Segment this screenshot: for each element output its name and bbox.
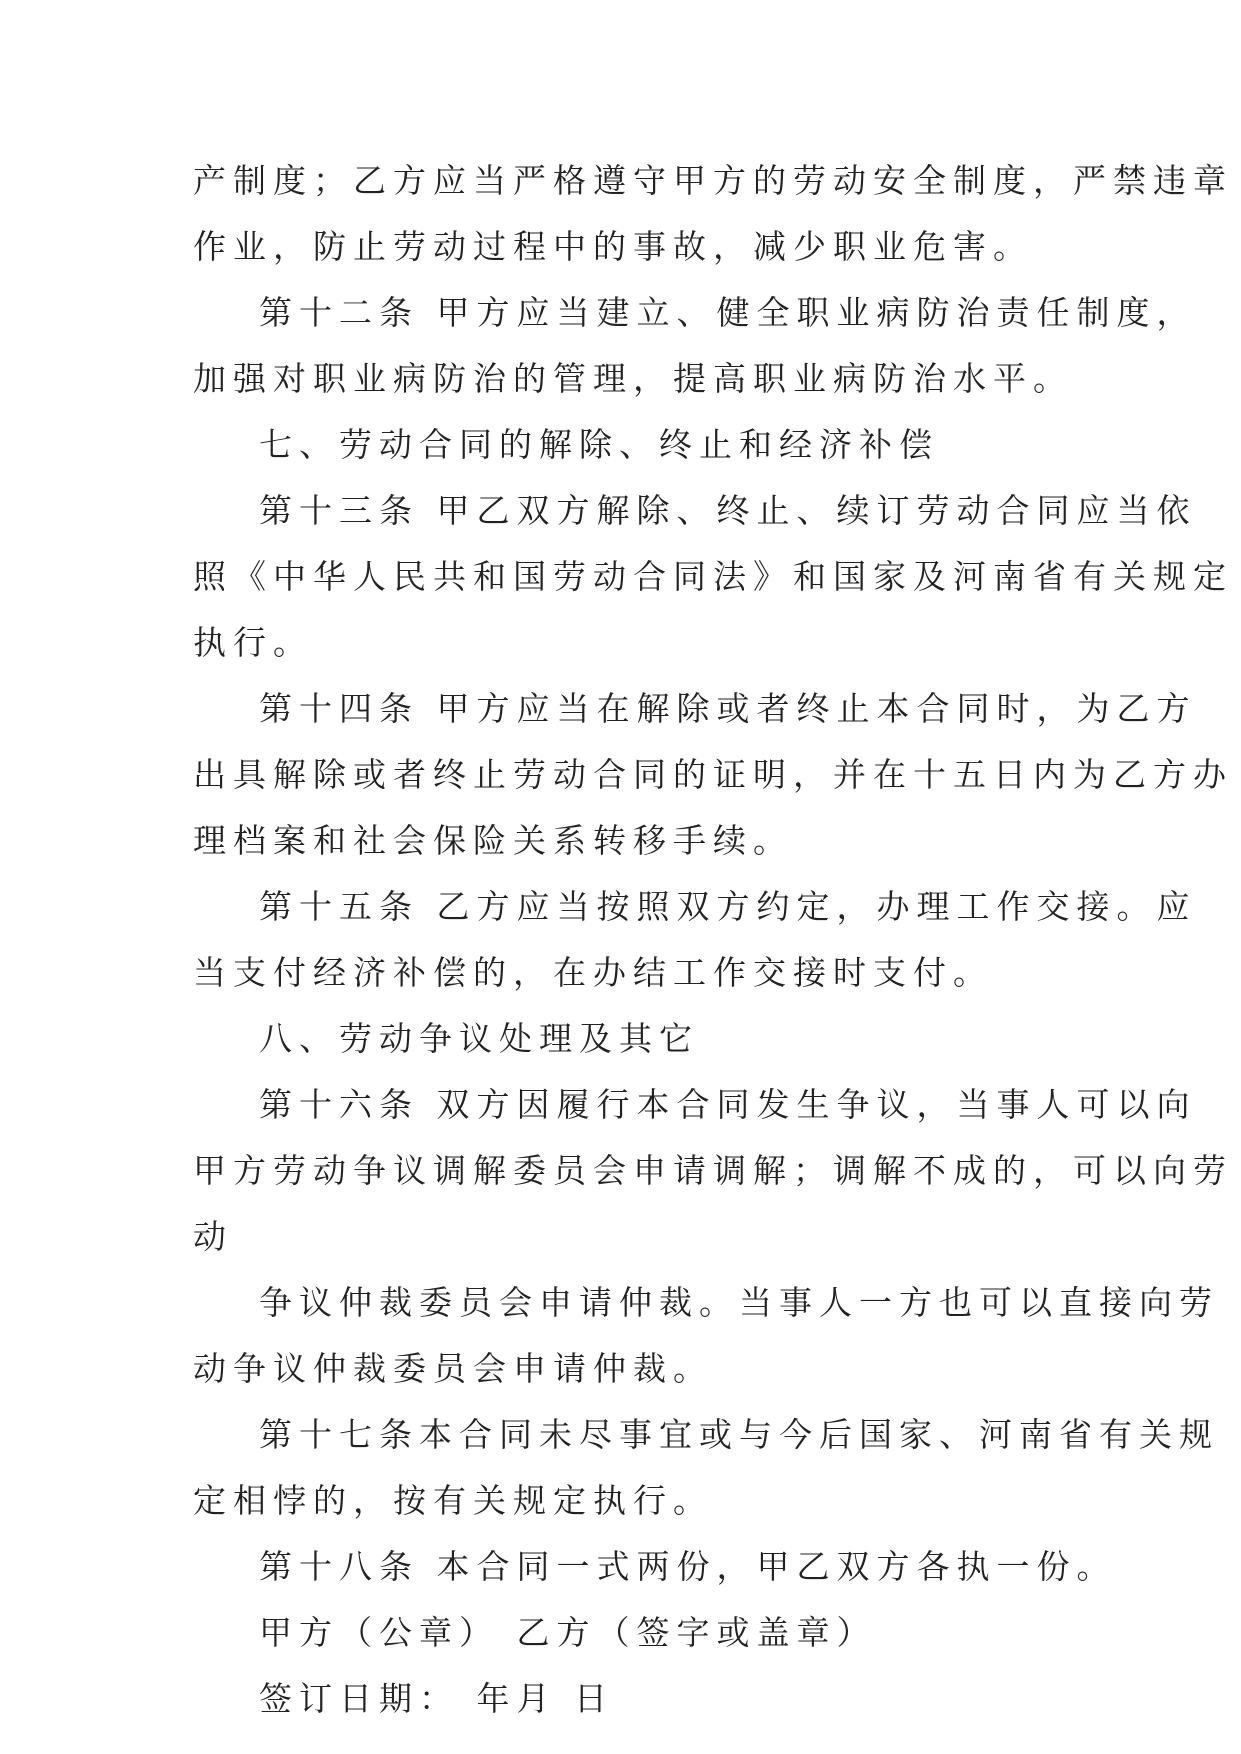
section-heading-8: 八、劳动争议处理及其它 xyxy=(259,1019,699,1058)
text-line: 产制度；乙方应当严格遵守甲方的劳动安全制度，严禁违章 xyxy=(193,161,1233,200)
text-line: 出具解除或者终止劳动合同的证明，并在十五日内为乙方办 xyxy=(193,755,1233,794)
article-12: 第十二条 甲方应当建立、健全职业病防治责任制度， xyxy=(259,293,1197,332)
document-page xyxy=(193,148,1233,1732)
article-13: 第十三条 甲乙双方解除、终止、续订劳动合同应当依 xyxy=(259,491,1197,530)
text-line: 作业，防止劳动过程中的事故，减少职业危害。 xyxy=(193,227,1033,266)
section-heading-7: 七、劳动合同的解除、终止和经济补偿 xyxy=(259,425,939,464)
text-line: 理档案和社会保险关系转移手续。 xyxy=(193,821,793,860)
text-line: 甲方劳动争议调解委员会申请调解；调解不成的，可以向劳 xyxy=(193,1151,1233,1190)
text-line: 动 xyxy=(193,1217,233,1256)
article-14: 第十四条 甲方应当在解除或者终止本合同时，为乙方 xyxy=(259,689,1197,728)
text-line: 当支付经济补偿的，在办结工作交接时支付。 xyxy=(193,953,993,992)
text-line: 照《中华人民共和国劳动合同法》和国家及河南省有关规定 xyxy=(193,557,1233,596)
article-15: 第十五条 乙方应当按照双方约定，办理工作交接。应 xyxy=(259,887,1197,926)
article-16: 第十六条 双方因履行本合同发生争议，当事人可以向 xyxy=(259,1085,1197,1124)
text-line: 争议仲裁委员会申请仲裁。当事人一方也可以直接向劳 xyxy=(259,1283,1219,1322)
signing-date: 签订日期： 年月 日 xyxy=(259,1679,614,1718)
article-17: 第十七条本合同未尽事宜或与今后国家、河南省有关规 xyxy=(259,1415,1219,1454)
article-18: 第十八条 本合同一式两份，甲乙双方各执一份。 xyxy=(259,1547,1117,1586)
text-line: 执行。 xyxy=(193,623,313,662)
text-line: 定相悖的，按有关规定执行。 xyxy=(193,1481,713,1520)
signature-parties: 甲方（公章） 乙方（签字或盖章） xyxy=(259,1613,877,1652)
text-line: 动争议仲裁委员会申请仲裁。 xyxy=(193,1349,713,1388)
text-line: 加强对职业病防治的管理，提高职业病防治水平。 xyxy=(193,359,1073,398)
